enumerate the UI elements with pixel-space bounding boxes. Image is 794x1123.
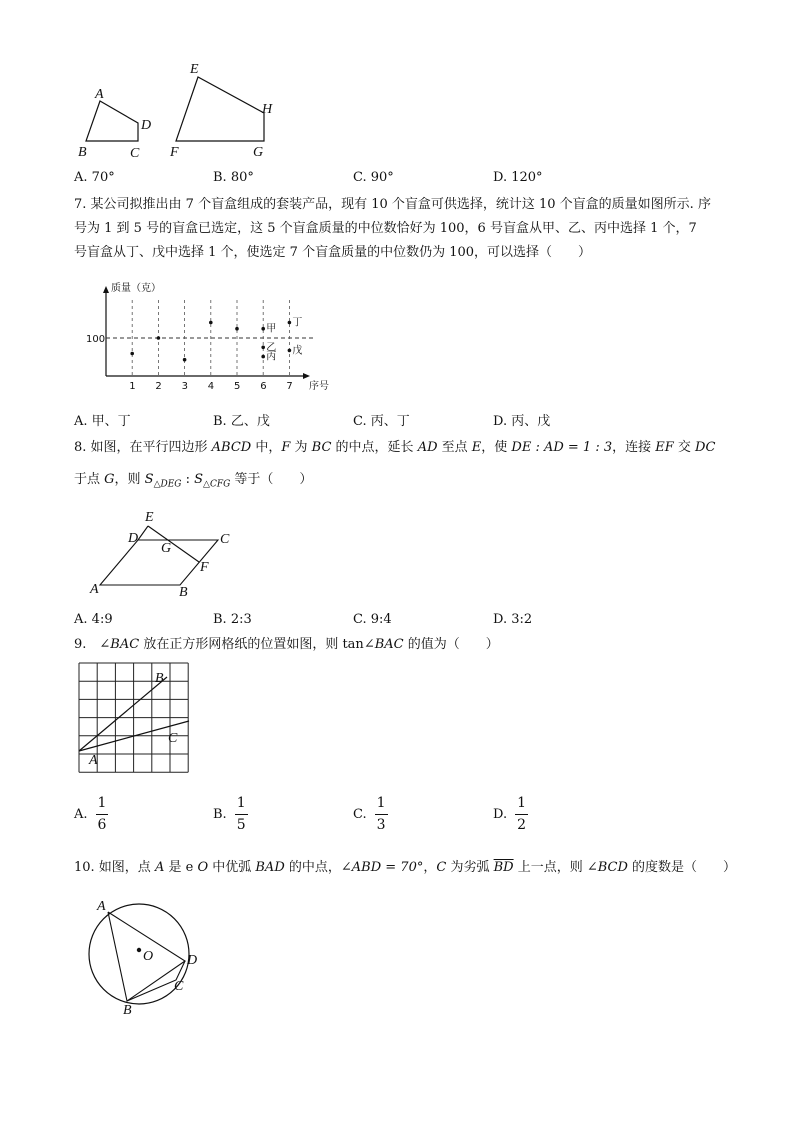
data-point: [288, 349, 292, 353]
var: ∠BCD: [586, 860, 628, 875]
text: ，使: [481, 440, 512, 455]
option-b[interactable]: [213, 170, 254, 186]
option-d[interactable]: [493, 414, 550, 430]
x-axis-arrow: [303, 373, 310, 379]
x-tick-label: 4: [207, 381, 215, 392]
fraction: [375, 796, 388, 833]
var: BAD: [255, 860, 285, 875]
text: 的值为（ ）: [403, 637, 499, 652]
option-text: 4:9: [91, 612, 113, 627]
var: O: [197, 860, 209, 875]
option-d[interactable]: [493, 170, 543, 186]
label-f: F: [170, 145, 179, 160]
data-point: [261, 346, 265, 350]
option-d[interactable]: [493, 612, 532, 628]
var: DC: [695, 440, 716, 455]
option-key: C.: [353, 414, 367, 429]
option-a[interactable]: [74, 414, 131, 430]
label-a: A: [90, 582, 99, 597]
subscript: △DEG: [153, 479, 182, 490]
option-key: A.: [74, 612, 88, 627]
text: 中优弧: [208, 860, 256, 875]
option-c[interactable]: [353, 414, 410, 430]
data-point: [288, 321, 292, 325]
option-key: A.: [74, 170, 88, 185]
data-point: [183, 358, 187, 362]
q7-scatter-chart: [80, 278, 340, 398]
option-c[interactable]: [353, 612, 392, 628]
var: AD: [417, 440, 438, 455]
option-key: B.: [213, 612, 227, 627]
denominator: 5: [236, 817, 246, 833]
text: ，: [423, 860, 437, 875]
option-text: 乙、戊: [230, 414, 270, 429]
text: 中，: [251, 440, 282, 455]
var: ∠BAC: [363, 637, 404, 652]
option-key: A.: [74, 414, 88, 429]
option-key: B.: [213, 806, 227, 822]
label-f: F: [200, 560, 209, 575]
option-text: 丙、丁: [370, 414, 410, 429]
q7-line-3: 号盲盒从丁、戊中选择 1 个，使选定 7 个盲盒质量的中位数仍为 100，可以选择（ ）: [74, 245, 592, 260]
var: F: [281, 440, 291, 455]
text: 9.: [74, 637, 100, 652]
label-a: A: [97, 899, 106, 914]
label-d: D: [128, 531, 139, 546]
option-text: 9:4: [370, 612, 392, 627]
var: ∠ABD = 70°: [340, 860, 424, 875]
quadrilateral-abcd: [86, 101, 138, 141]
option-key: D.: [493, 414, 508, 429]
denominator: 3: [376, 817, 386, 833]
data-point: [261, 327, 265, 331]
var: ∠BAC: [99, 637, 140, 652]
text: 交: [673, 440, 696, 455]
option-text: 丙、戊: [511, 414, 551, 429]
text: 为: [290, 440, 312, 455]
option-key: B.: [213, 414, 227, 429]
label-d: D: [187, 953, 198, 968]
label-b: B: [78, 145, 87, 160]
label-h: H: [262, 102, 273, 117]
x-tick-label: 1: [129, 381, 136, 392]
label-b: B: [155, 671, 164, 686]
option-key: A.: [74, 806, 88, 822]
fraction: [515, 796, 528, 833]
data-point: [130, 352, 134, 356]
option-a[interactable]: [74, 796, 108, 833]
numerator: 1: [375, 796, 388, 815]
x-tick-label: 7: [286, 381, 293, 392]
question-10: [74, 860, 736, 876]
label-d: D: [141, 118, 152, 133]
label-g: G: [253, 145, 264, 160]
option-key: C.: [353, 806, 367, 822]
x-axis-label: 序号: [309, 381, 329, 392]
q10-circle-figure: [86, 898, 216, 1016]
data-point: [235, 327, 239, 331]
q8-line-1: [74, 440, 715, 456]
point-label: 甲: [266, 323, 277, 335]
data-point: [157, 336, 161, 340]
numerator: 1: [515, 796, 528, 815]
x-tick-label: 2: [155, 381, 162, 392]
option-text: 120°: [511, 170, 543, 185]
y-axis-arrow: [103, 286, 109, 293]
center-dot: [137, 948, 141, 952]
subscript: △CFG: [203, 479, 231, 490]
text: 为劣弧: [446, 860, 494, 875]
ray-ab: [79, 677, 167, 751]
q9-grid-figure: [79, 663, 191, 775]
text: ，连接: [612, 440, 656, 455]
fraction: [96, 796, 109, 833]
text: :: [181, 472, 195, 487]
data-point: [209, 321, 213, 325]
x-tick-label: 5: [234, 381, 241, 392]
option-key: D.: [493, 170, 508, 185]
x-tick-label: 3: [181, 381, 188, 392]
text: 的度数是（ ）: [627, 860, 737, 875]
option-b[interactable]: [213, 612, 252, 628]
option-c[interactable]: [353, 170, 394, 186]
var: BC: [311, 440, 332, 455]
option-text: 90°: [370, 170, 394, 185]
text: 10. 如图，点: [74, 860, 155, 875]
option-text: 2:3: [230, 612, 252, 627]
label-c: C: [130, 146, 140, 161]
option-a[interactable]: [74, 612, 113, 628]
fraction: [235, 796, 248, 833]
label-e: E: [190, 62, 199, 77]
numerator: 1: [235, 796, 248, 815]
numerator: 1: [96, 796, 109, 815]
segment-de: [138, 526, 148, 540]
label-a: A: [95, 87, 104, 102]
var: A: [154, 860, 165, 875]
option-text: 3:2: [511, 612, 533, 627]
label-e: E: [145, 510, 154, 525]
var: C: [436, 860, 447, 875]
option-b[interactable]: [213, 796, 248, 833]
data-point: [261, 355, 265, 359]
option-text: 80°: [230, 170, 254, 185]
option-key: B.: [213, 170, 227, 185]
option-text: 70°: [91, 170, 115, 185]
option-key: D.: [493, 612, 508, 627]
label-b: B: [123, 1003, 132, 1018]
label-c: C: [174, 979, 184, 994]
text: 的中点，延长: [331, 440, 418, 455]
text: 上一点，则: [513, 860, 587, 875]
option-b[interactable]: [213, 414, 270, 430]
text: 是 e: [164, 860, 198, 875]
text: 放在正方形网格纸的位置如图，则 tan: [139, 637, 364, 652]
quadrilateral-efgh: [176, 77, 264, 141]
point-label: 丁: [292, 317, 303, 329]
y-tick-100: 100: [86, 334, 106, 345]
option-key: C.: [353, 612, 367, 627]
y-axis-label: 质量（克）: [111, 283, 161, 294]
var: EF: [655, 440, 674, 455]
var: S: [194, 472, 204, 487]
var: $\overline{BD}$: [493, 860, 514, 875]
text: 等于（ ）: [230, 472, 313, 487]
text: 于点: [74, 472, 105, 487]
label-c: C: [220, 532, 230, 547]
var: S: [144, 472, 154, 487]
label-a: A: [89, 753, 98, 768]
question-9: [74, 637, 499, 653]
var: E: [471, 440, 482, 455]
point-label: 丙: [266, 351, 277, 363]
q6-figure: [70, 55, 290, 160]
label-o: O: [143, 949, 154, 964]
text: 8. 如图，在平行四边形: [74, 440, 212, 455]
q7-line-2: 号为 1 到 5 号的盲盒已选定，这 5 个盲盒质量的中位数恰好为 100，6 号盲盒从甲、乙、丙中选择 1 个，7: [74, 221, 697, 236]
text: 的中点，: [284, 860, 341, 875]
label-b: B: [179, 585, 188, 600]
q7-line-1: 7. 某公司拟推出由 7 个盲盒组成的套装产品，现有 10 个盲盒可供选择，统计这 10 个盲盒的质量如图所示. 序: [74, 197, 711, 212]
segment-ef: [148, 526, 199, 562]
option-a[interactable]: [74, 170, 115, 186]
label-c: C: [168, 731, 178, 746]
option-text: 甲、丁: [91, 414, 131, 429]
point-label: 乙: [266, 342, 277, 354]
denominator: 2: [517, 817, 527, 833]
text: 至点: [437, 440, 472, 455]
option-key: C.: [353, 170, 367, 185]
x-tick-label: 6: [260, 381, 267, 392]
q8-figure: [90, 505, 240, 600]
text: ，则: [114, 472, 145, 487]
q8-line-2: [74, 472, 312, 493]
var: DE : AD = 1 : 3: [511, 440, 613, 455]
var: G: [104, 472, 115, 487]
var: ABCD: [211, 440, 252, 455]
denominator: 6: [97, 817, 107, 833]
option-c[interactable]: [353, 796, 388, 833]
label-g: G: [161, 541, 172, 556]
option-key: D.: [493, 806, 508, 822]
point-label: 戊: [292, 345, 303, 357]
option-d[interactable]: [493, 796, 528, 833]
